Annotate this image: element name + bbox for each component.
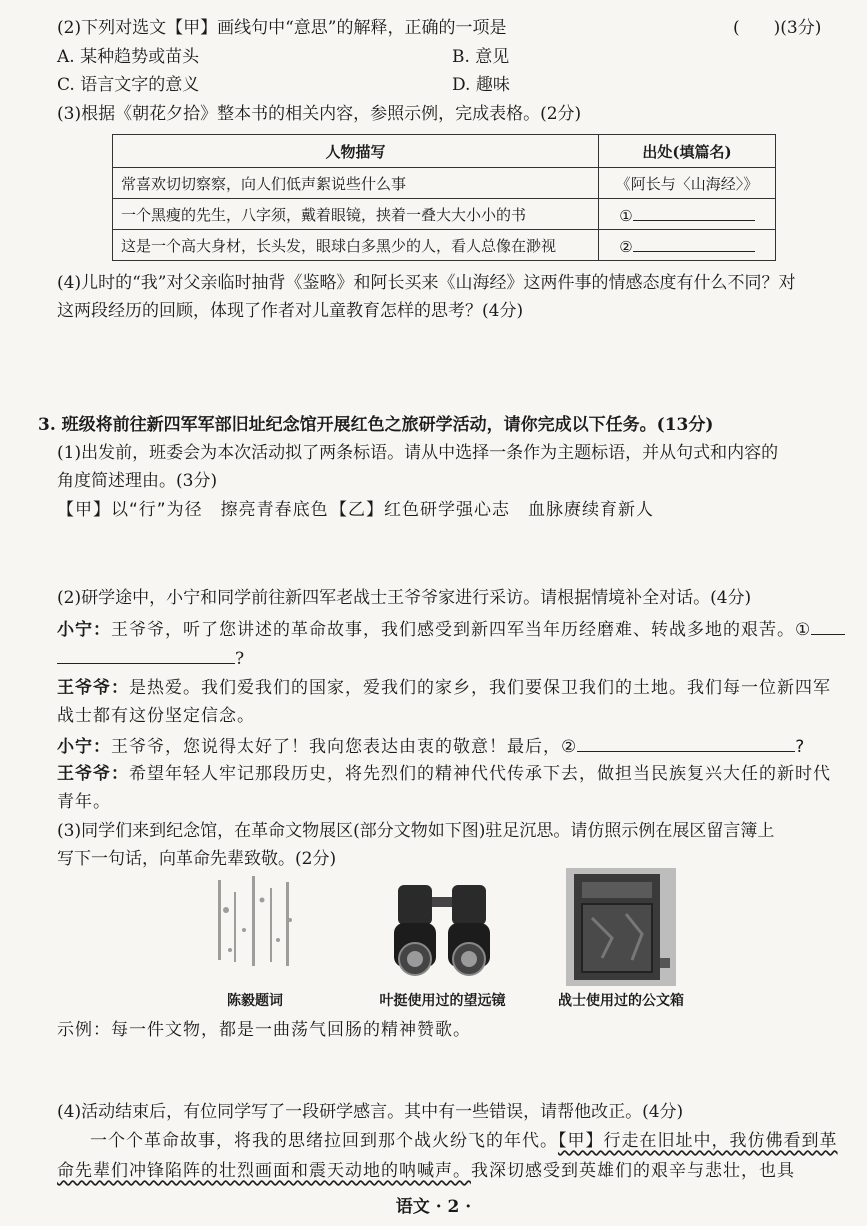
dialogue-text: 王爷爷，听了您讲述的革命故事，我们感受到新四军当年历经磨难、转战多地的艰苦。①: [111, 620, 812, 640]
option-b: B. 意见: [452, 47, 510, 67]
dialogue-line-4: [57, 762, 831, 786]
speaker-xiaoning: 小宁：: [57, 620, 111, 640]
table-row: [113, 199, 776, 230]
document-case-image: [566, 868, 676, 986]
q3-3-example: 示例：每一件文物，都是一曲荡气回肠的精神赞歌。: [57, 1020, 471, 1040]
q3-title: 3. 班级将前往新四军军部旧址纪念馆开展红色之旅研学活动，请你完成以下任务。(13分): [38, 415, 714, 435]
answer-blank[interactable]: [633, 204, 755, 221]
q3-2-stem: (2)研学途中，小宁和同学前往新四军老战士王爷爷家进行采访。请根据情境补全对话。(4分): [57, 588, 752, 608]
question-mark: ?: [795, 737, 806, 757]
essay-marked-text: 【甲】行走在旧址中，我仿佛看到革: [558, 1131, 838, 1151]
slogan-a: 【甲】以“行”为径 擦亮青春底色: [57, 500, 329, 520]
essay-text: 一个个革命故事，将我的思绪拉回到那个战火纷飞的年代。: [90, 1131, 558, 1151]
caption-binoculars: 叶挺使用过的望远镜: [379, 993, 506, 1009]
speaker-xiaoning: 小宁：: [57, 737, 111, 757]
table-cell-desc: 这是一个高大身材，长头发，眼球白多黑少的人，看人总像在渺视: [113, 230, 599, 261]
option-a: A. 某种趋势或苗头: [57, 47, 200, 67]
dialogue-line-1: [57, 616, 845, 642]
answer-blank[interactable]: [577, 733, 795, 752]
q3-4-stem: (4)活动结束后，有位同学写了一段研学感言。其中有一些错误，请帮他改正。(4分): [57, 1102, 684, 1122]
binoculars-image: [380, 875, 505, 985]
q2-2-answer-paren: ( )(3分): [733, 18, 822, 38]
option-d: D. 趣味: [452, 75, 510, 95]
table-cell-source: [599, 199, 776, 230]
table-header-desc: 人物描写: [113, 135, 599, 168]
dialogue-text: 是热爱。我们爱我们的国家，爱我们的家乡，我们要保卫我们的土地。我们每一位新四军: [129, 678, 831, 698]
essay-text: 我深切感受到英雄们的艰辛与悲壮，也具: [471, 1161, 795, 1181]
q2-4-line2: 这两段经历的回顾，体现了作者对儿童教育怎样的思考？(4分): [57, 301, 524, 321]
caption-document-case: 战士使用过的公文箱: [558, 993, 684, 1009]
q3-3-line2: 写下一句话，向革命先辈致敬。(2分): [57, 849, 337, 869]
q3-1-line2: 角度简述理由。(3分): [57, 471, 218, 491]
dialogue-line-1-cont: [57, 645, 244, 671]
blank-marker: ①: [619, 206, 633, 225]
dialogue-line-3: [57, 733, 805, 759]
dialogue-line-4-cont: 青年。: [57, 792, 111, 812]
answer-blank[interactable]: [57, 645, 235, 664]
dialogue-text: 希望年轻人牢记那段历史，将先烈们的精神代代传承下去，做担当民族复兴大任的新时代: [129, 764, 831, 784]
table-header-row: [113, 135, 776, 168]
option-c: C. 语言文字的意义: [57, 75, 200, 95]
q3-1-line1: (1)出发前，班委会为本次活动拟了两条标语。请从中选择一条作为主题标语，并从句式和内容的: [57, 443, 779, 463]
table-row: [113, 230, 776, 261]
q2-2-stem: (2)下列对选文【甲】画线句中“意思”的解释，正确的一项是: [57, 18, 507, 38]
essay-line-2: [57, 1159, 795, 1183]
table-row: [113, 168, 776, 199]
table-cell-source: [599, 230, 776, 261]
speaker-wang: 王爷爷：: [57, 764, 129, 784]
table-cell-source: 《阿长与〈山海经〉》: [599, 168, 776, 199]
slogan-b: 【乙】红色研学强心志 血脉赓续育新人: [330, 500, 654, 520]
caption-calligraphy: 陈毅题词: [227, 993, 283, 1009]
speaker-wang: 王爷爷：: [57, 678, 129, 698]
table-cell-desc: 一个黑瘦的先生，八字须，戴着眼镜，挟着一叠大大小小的书: [113, 199, 599, 230]
answer-blank[interactable]: [811, 616, 845, 635]
answer-blank[interactable]: [633, 235, 755, 252]
character-table: [112, 134, 776, 261]
dialogue-line-2-cont: 战士都有这份坚定信念。: [57, 706, 255, 726]
question-mark: ?: [235, 649, 245, 669]
dialogue-line-2: [57, 676, 831, 700]
q3-3-line1: (3)同学们来到纪念馆，在革命文物展区(部分文物如下图)驻足沉思。请仿照示例在展区留言簿上: [57, 821, 775, 841]
q2-4-line1: (4)儿时的“我”对父亲临时抽背《鉴略》和阿长买来《山海经》这两件事的情感态度有什么不同？对: [57, 273, 796, 293]
table-header-source: 出处(填篇名): [599, 135, 776, 168]
page-footer: 语文 · 2 ·: [395, 1197, 472, 1217]
essay-line-1: [90, 1129, 838, 1153]
table-cell-desc: 常喜欢切切察察，向人们低声絮说些什么事: [113, 168, 599, 199]
calligraphy-image: [200, 870, 310, 980]
blank-marker: ②: [619, 237, 633, 256]
essay-marked-text: 命先辈们冲锋陷阵的壮烈画面和震天动地的呐喊声。: [57, 1161, 471, 1181]
dialogue-text: 王爷爷，您说得太好了！我向您表达由衷的敬意！最后，②: [111, 737, 578, 757]
q2-3-stem: (3)根据《朝花夕拾》整本书的相关内容，参照示例，完成表格。(2分): [57, 104, 582, 124]
